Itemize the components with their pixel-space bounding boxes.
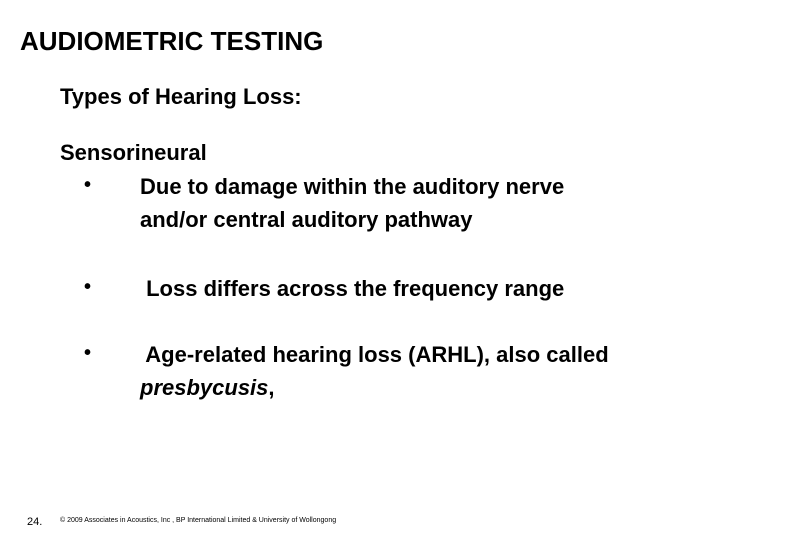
copyright-notice: © 2009 Associates in Acoustics, Inc , BP International Limited & University of Wollongong: [60, 517, 337, 524]
page-number: 24.: [27, 516, 43, 528]
bullet-icon: •: [84, 174, 92, 196]
bullet-line: Loss differs across the frequency range: [140, 276, 565, 301]
bullet-item-frequency: [140, 272, 564, 305]
bullet-item-damage: [140, 170, 564, 236]
bullet-line: Due to damage within the auditory nerve: [140, 174, 565, 199]
section-heading: Sensorineural: [60, 140, 207, 165]
slide-subtitle: Types of Hearing Loss:: [60, 84, 302, 109]
bullet-line-suffix: ,: [268, 375, 275, 400]
bullet-line: and/or central auditory pathway: [140, 207, 473, 232]
bullet-line-presbycusis: [140, 371, 609, 404]
slide-title: AUDIOMETRIC TESTING: [20, 26, 324, 56]
bullet-icon: •: [84, 342, 92, 364]
bullet-line: Age-related hearing loss (ARHL), also called: [140, 342, 609, 367]
bullet-icon: •: [84, 276, 92, 298]
bullet-item-arhl: [140, 338, 609, 404]
presbycusis-term: presbycusis: [140, 375, 269, 400]
